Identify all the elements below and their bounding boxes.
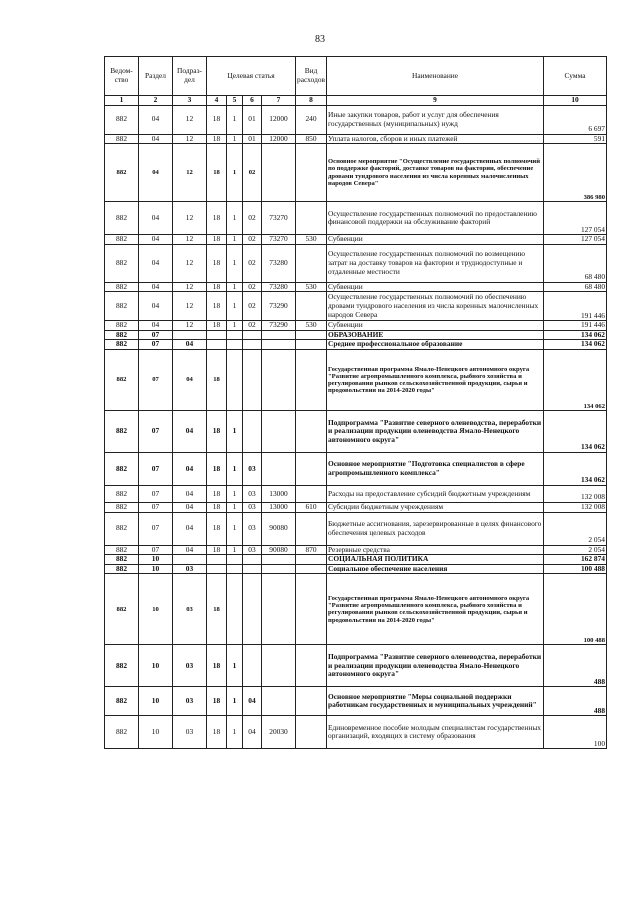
program-code-cell: 18 [207, 321, 227, 331]
column-number-cell: 6 [243, 96, 262, 106]
table-row [105, 321, 607, 331]
direction-code-cell [262, 330, 296, 340]
subprogram-code-cell: 1 [227, 687, 243, 716]
amount-cell: 100 488 [544, 574, 607, 645]
direction-code-cell: 13000 [262, 503, 296, 513]
item-name-cell: Субвенции [327, 321, 544, 331]
subprogram-code-cell: 1 [227, 105, 243, 134]
section-code-cell: 07 [139, 503, 173, 513]
direction-code-cell: 73290 [262, 321, 296, 331]
dept-code-cell: 882 [105, 645, 139, 687]
item-name-cell: Субвенции [327, 235, 544, 245]
subsection-code-cell: 12 [173, 292, 207, 321]
activity-code-cell: 02 [243, 202, 262, 235]
activity-code-cell: 02 [243, 244, 262, 282]
item-name-cell: Государственная программа Ямало-Ненецкого автономного округа "Развитие агропромышленного комплекса, рыбного хозяйства и регулирования рынков сельскохозяйственной продукции, сырья и продовольствия на 2014-2020 годы" [327, 350, 544, 411]
column-number-cell: 3 [173, 96, 207, 106]
section-code-cell: 07 [139, 486, 173, 503]
direction-code-cell [262, 564, 296, 574]
direction-code-cell [262, 687, 296, 716]
item-name-cell: Уплата налогов, сборов и иных платежей [327, 134, 544, 144]
dept-code-cell: 882 [105, 687, 139, 716]
program-code-cell [207, 330, 227, 340]
section-code-cell: 04 [139, 292, 173, 321]
column-number-cell: 8 [296, 96, 327, 106]
dept-code-cell: 882 [105, 340, 139, 350]
column-number-cell: 9 [327, 96, 544, 106]
item-name-cell: Государственная программа Ямало-Ненецкого автономного округа "Развитие агропромышленного комплекса, рыбного хозяйства и регулирования рынков сельскохозяйственной продукции, сырья и продовольствия на 2014-2020 годы" [327, 574, 544, 645]
activity-code-cell [243, 411, 262, 453]
program-code-cell: 18 [207, 202, 227, 235]
item-name-cell: Основное мероприятие "Осуществление государственных полномочий по поддержке факторий, доставке товаров на фактории, обеспечение дровами тундрового населения из числа коренных малочисленных народов Севера" [327, 144, 544, 202]
table-row [105, 282, 607, 292]
subsection-code-cell: 12 [173, 202, 207, 235]
activity-code-cell: 02 [243, 292, 262, 321]
subsection-code-cell: 12 [173, 235, 207, 245]
activity-code-cell: 02 [243, 144, 262, 202]
section-code-cell: 04 [139, 282, 173, 292]
activity-code-cell: 03 [243, 512, 262, 545]
table-row [105, 330, 607, 340]
subprogram-code-cell: 1 [227, 503, 243, 513]
amount-cell: 591 [544, 134, 607, 144]
subsection-code-cell: 04 [173, 486, 207, 503]
section-code-cell: 10 [139, 687, 173, 716]
expense-type-code-cell: 240 [296, 105, 327, 134]
section-code-cell: 04 [139, 235, 173, 245]
activity-code-cell [243, 564, 262, 574]
section-code-cell: 07 [139, 411, 173, 453]
expense-type-code-cell [296, 202, 327, 235]
dept-code-cell: 882 [105, 330, 139, 340]
direction-code-cell: 73270 [262, 235, 296, 245]
table-row [105, 134, 607, 144]
direction-code-cell [262, 411, 296, 453]
dept-code-cell: 882 [105, 411, 139, 453]
subsection-code-cell: 12 [173, 282, 207, 292]
subsection-code-cell: 04 [173, 503, 207, 513]
expense-type-code-cell [296, 555, 327, 565]
item-name-cell: Единовременное пособие молодым специалистам государственных организаций, входящих в систему образования [327, 716, 544, 749]
subprogram-code-cell: 1 [227, 144, 243, 202]
subsection-code-cell: 12 [173, 134, 207, 144]
subprogram-code-cell: 1 [227, 134, 243, 144]
table-row [105, 453, 607, 486]
direction-code-cell [262, 350, 296, 411]
table-row [105, 105, 607, 134]
dept-code-cell: 882 [105, 105, 139, 134]
program-code-cell: 18 [207, 282, 227, 292]
col-header-name: Наименование [327, 57, 544, 96]
section-code-cell: 04 [139, 105, 173, 134]
expense-type-code-cell: 530 [296, 235, 327, 245]
subprogram-code-cell [227, 340, 243, 350]
program-code-cell: 18 [207, 144, 227, 202]
dept-code-cell: 882 [105, 503, 139, 513]
activity-code-cell: 04 [243, 687, 262, 716]
col-header-expense: Вид расходов [296, 57, 327, 96]
item-name-cell: Основное мероприятие "Подготовка специалистов в сфере агропромышленного комплекса" [327, 453, 544, 486]
subprogram-code-cell: 1 [227, 244, 243, 282]
section-code-cell: 10 [139, 564, 173, 574]
direction-code-cell [262, 340, 296, 350]
item-name-cell: ОБРАЗОВАНИЕ [327, 330, 544, 340]
table-body [105, 105, 607, 749]
subsection-code-cell: 04 [173, 545, 207, 555]
expense-type-code-cell: 850 [296, 134, 327, 144]
expense-type-code-cell [296, 330, 327, 340]
direction-code-cell: 73280 [262, 244, 296, 282]
table-row [105, 244, 607, 282]
column-number-cell: 7 [262, 96, 296, 106]
col-header-target: Целевая статья [207, 57, 296, 96]
budget-table [104, 56, 607, 749]
subsection-code-cell: 03 [173, 645, 207, 687]
subsection-code-cell: 12 [173, 321, 207, 331]
subsection-code-cell: 03 [173, 564, 207, 574]
activity-code-cell [243, 340, 262, 350]
expense-type-code-cell [296, 486, 327, 503]
program-code-cell: 18 [207, 244, 227, 282]
subprogram-code-cell: 1 [227, 292, 243, 321]
section-code-cell: 07 [139, 512, 173, 545]
activity-code-cell: 02 [243, 235, 262, 245]
dept-code-cell: 882 [105, 321, 139, 331]
page-number: 83 [315, 34, 325, 45]
table-row [105, 545, 607, 555]
subsection-code-cell: 03 [173, 687, 207, 716]
subprogram-code-cell: 1 [227, 202, 243, 235]
program-code-cell: 18 [207, 235, 227, 245]
amount-cell: 132 008 [544, 503, 607, 513]
section-code-cell: 07 [139, 340, 173, 350]
amount-cell: 127 054 [544, 202, 607, 235]
direction-code-cell: 90080 [262, 512, 296, 545]
section-code-cell: 10 [139, 555, 173, 565]
subsection-code-cell: 04 [173, 411, 207, 453]
expense-type-code-cell [296, 411, 327, 453]
amount-cell: 2 054 [544, 545, 607, 555]
activity-code-cell [243, 645, 262, 687]
dept-code-cell: 882 [105, 292, 139, 321]
table-row [105, 340, 607, 350]
subsection-code-cell: 12 [173, 105, 207, 134]
table-row [105, 716, 607, 749]
direction-code-cell: 73280 [262, 282, 296, 292]
table-row [105, 144, 607, 202]
amount-cell: 100 488 [544, 564, 607, 574]
expense-type-code-cell [296, 244, 327, 282]
expense-type-code-cell: 610 [296, 503, 327, 513]
program-code-cell: 18 [207, 645, 227, 687]
expense-type-code-cell: 530 [296, 321, 327, 331]
dept-code-cell: 882 [105, 564, 139, 574]
section-code-cell: 04 [139, 321, 173, 331]
dept-code-cell: 882 [105, 134, 139, 144]
column-number-cell: 10 [544, 96, 607, 106]
direction-code-cell: 20030 [262, 716, 296, 749]
subprogram-code-cell: 1 [227, 321, 243, 331]
program-code-cell: 18 [207, 350, 227, 411]
subprogram-code-cell: 1 [227, 716, 243, 749]
table-row [105, 574, 607, 645]
table-row [105, 411, 607, 453]
item-name-cell: Осуществление государственных полномочий по предоставлению финансовой поддержки на обслуживание факторий [327, 202, 544, 235]
table-row [105, 292, 607, 321]
section-code-cell: 04 [139, 144, 173, 202]
amount-cell: 100 [544, 716, 607, 749]
section-code-cell: 07 [139, 453, 173, 486]
subprogram-code-cell: 1 [227, 453, 243, 486]
direction-code-cell [262, 555, 296, 565]
program-code-cell: 18 [207, 105, 227, 134]
amount-cell: 134 062 [544, 340, 607, 350]
amount-cell: 488 [544, 645, 607, 687]
activity-code-cell: 01 [243, 134, 262, 144]
section-code-cell: 10 [139, 645, 173, 687]
item-name-cell: Расходы на предоставление субсидий бюджетным учреждениям [327, 486, 544, 503]
activity-code-cell [243, 330, 262, 340]
amount-cell: 191 446 [544, 321, 607, 331]
program-code-cell: 18 [207, 292, 227, 321]
dept-code-cell: 882 [105, 350, 139, 411]
subsection-code-cell: 04 [173, 512, 207, 545]
direction-code-cell [262, 574, 296, 645]
amount-cell: 68 480 [544, 282, 607, 292]
dept-code-cell: 882 [105, 574, 139, 645]
column-number-cell: 2 [139, 96, 173, 106]
amount-cell: 68 480 [544, 244, 607, 282]
expense-type-code-cell [296, 350, 327, 411]
expense-type-code-cell [296, 340, 327, 350]
section-code-cell: 10 [139, 716, 173, 749]
direction-code-cell: 73270 [262, 202, 296, 235]
section-code-cell: 04 [139, 202, 173, 235]
amount-cell: 132 008 [544, 486, 607, 503]
expense-type-code-cell: 530 [296, 282, 327, 292]
subprogram-code-cell: 1 [227, 645, 243, 687]
column-number-cell: 5 [227, 96, 243, 106]
table-row [105, 564, 607, 574]
program-code-cell: 18 [207, 453, 227, 486]
item-name-cell: Основное мероприятие "Меры социальной поддержки работникам государственных и муниципальных учреждений" [327, 687, 544, 716]
table-row [105, 512, 607, 545]
direction-code-cell: 12000 [262, 134, 296, 144]
column-number-cell: 1 [105, 96, 139, 106]
item-name-cell: Подпрограмма "Развитие северного оленеводства, переработки и реализации продукции оленеводства Ямало-Ненецкого автономного округа" [327, 645, 544, 687]
col-header-dept: Ведом-ство [105, 57, 139, 96]
direction-code-cell [262, 453, 296, 486]
subsection-code-cell: 04 [173, 340, 207, 350]
amount-cell: 134 062 [544, 411, 607, 453]
budget-table-container [104, 56, 606, 749]
subprogram-code-cell: 1 [227, 545, 243, 555]
table-row [105, 486, 607, 503]
table-row [105, 202, 607, 235]
dept-code-cell: 882 [105, 545, 139, 555]
activity-code-cell: 03 [243, 486, 262, 503]
dept-code-cell: 882 [105, 282, 139, 292]
expense-type-code-cell [296, 687, 327, 716]
table-row [105, 350, 607, 411]
program-code-cell: 18 [207, 545, 227, 555]
section-code-cell: 04 [139, 244, 173, 282]
subprogram-code-cell: 1 [227, 512, 243, 545]
section-code-cell: 07 [139, 545, 173, 555]
section-code-cell: 07 [139, 350, 173, 411]
subprogram-code-cell [227, 350, 243, 411]
activity-code-cell: 03 [243, 545, 262, 555]
direction-code-cell [262, 645, 296, 687]
amount-cell: 134 062 [544, 350, 607, 411]
subsection-code-cell: 04 [173, 453, 207, 486]
item-name-cell: Резервные средства [327, 545, 544, 555]
dept-code-cell: 882 [105, 555, 139, 565]
table-row [105, 555, 607, 565]
program-code-cell: 18 [207, 411, 227, 453]
activity-code-cell: 04 [243, 716, 262, 749]
amount-cell: 127 054 [544, 235, 607, 245]
subprogram-code-cell [227, 555, 243, 565]
direction-code-cell [262, 144, 296, 202]
direction-code-cell: 90080 [262, 545, 296, 555]
activity-code-cell: 01 [243, 105, 262, 134]
activity-code-cell [243, 574, 262, 645]
direction-code-cell: 12000 [262, 105, 296, 134]
expense-type-code-cell [296, 144, 327, 202]
item-name-cell: СОЦИАЛЬНАЯ ПОЛИТИКА [327, 555, 544, 565]
table-row [105, 235, 607, 245]
expense-type-code-cell [296, 512, 327, 545]
dept-code-cell: 882 [105, 235, 139, 245]
column-number-cell: 4 [207, 96, 227, 106]
program-code-cell: 18 [207, 134, 227, 144]
item-name-cell: Подпрограмма "Развитие северного оленеводства, переработки и реализации продукции оленеводства Ямало-Ненецкого автономного округа" [327, 411, 544, 453]
col-header-subsection: Подраз-дел [173, 57, 207, 96]
expense-type-code-cell [296, 292, 327, 321]
program-code-cell: 18 [207, 716, 227, 749]
item-name-cell: Среднее профессиональное образование [327, 340, 544, 350]
expense-type-code-cell [296, 574, 327, 645]
item-name-cell: Осуществление государственных полномочий по возмещению затрат на доставку товаров на фактории и труднодоступные и отдаленные местности [327, 244, 544, 282]
expense-type-code-cell [296, 564, 327, 574]
subsection-code-cell [173, 330, 207, 340]
col-header-section: Раздел [139, 57, 173, 96]
amount-cell: 386 980 [544, 144, 607, 202]
subsection-code-cell: 12 [173, 244, 207, 282]
subprogram-code-cell [227, 330, 243, 340]
dept-code-cell: 882 [105, 244, 139, 282]
section-code-cell: 10 [139, 574, 173, 645]
subprogram-code-cell: 1 [227, 411, 243, 453]
dept-code-cell: 882 [105, 486, 139, 503]
direction-code-cell: 73290 [262, 292, 296, 321]
activity-code-cell [243, 350, 262, 411]
subprogram-code-cell: 1 [227, 282, 243, 292]
item-name-cell: Бюджетные ассигнования, зарезервированные в целях финансового обеспечения целевых расходов [327, 512, 544, 545]
direction-code-cell: 13000 [262, 486, 296, 503]
item-name-cell: Осуществление государственных полномочий по обеспечению дровами тундрового населения из числа коренных малочисленных народов Севера [327, 292, 544, 321]
item-name-cell: Субвенции [327, 282, 544, 292]
program-code-cell: 18 [207, 687, 227, 716]
item-name-cell: Социальное обеспечение населения [327, 564, 544, 574]
subprogram-code-cell [227, 574, 243, 645]
activity-code-cell: 02 [243, 321, 262, 331]
amount-cell: 488 [544, 687, 607, 716]
program-code-cell [207, 564, 227, 574]
program-code-cell [207, 340, 227, 350]
amount-cell: 6 697 [544, 105, 607, 134]
dept-code-cell: 882 [105, 144, 139, 202]
dept-code-cell: 882 [105, 512, 139, 545]
table-row [105, 645, 607, 687]
subsection-code-cell: 04 [173, 350, 207, 411]
program-code-cell: 18 [207, 574, 227, 645]
expense-type-code-cell [296, 645, 327, 687]
item-name-cell: Субсидии бюджетным учреждениям [327, 503, 544, 513]
subprogram-code-cell: 1 [227, 235, 243, 245]
header-row [105, 57, 607, 96]
activity-code-cell: 03 [243, 503, 262, 513]
activity-code-cell: 03 [243, 453, 262, 486]
subsection-code-cell: 03 [173, 716, 207, 749]
section-code-cell: 07 [139, 330, 173, 340]
dept-code-cell: 882 [105, 453, 139, 486]
dept-code-cell: 882 [105, 716, 139, 749]
amount-cell: 134 062 [544, 453, 607, 486]
expense-type-code-cell [296, 453, 327, 486]
amount-cell: 162 874 [544, 555, 607, 565]
subprogram-code-cell [227, 564, 243, 574]
expense-type-code-cell [296, 716, 327, 749]
program-code-cell: 18 [207, 512, 227, 545]
subsection-code-cell: 03 [173, 574, 207, 645]
expense-type-code-cell: 870 [296, 545, 327, 555]
amount-cell: 134 062 [544, 330, 607, 340]
activity-code-cell [243, 555, 262, 565]
subprogram-code-cell: 1 [227, 486, 243, 503]
item-name-cell: Иные закупки товаров, работ и услуг для обеспечения государственных (муниципальных) нужд [327, 105, 544, 134]
program-code-cell: 18 [207, 503, 227, 513]
table-row [105, 503, 607, 513]
program-code-cell [207, 555, 227, 565]
col-header-sum: Сумма [544, 57, 607, 96]
subsection-code-cell [173, 555, 207, 565]
table-row [105, 687, 607, 716]
dept-code-cell: 882 [105, 202, 139, 235]
section-code-cell: 04 [139, 134, 173, 144]
subsection-code-cell: 12 [173, 144, 207, 202]
program-code-cell: 18 [207, 486, 227, 503]
amount-cell: 191 446 [544, 292, 607, 321]
activity-code-cell: 02 [243, 282, 262, 292]
column-number-row [105, 96, 607, 106]
amount-cell: 2 054 [544, 512, 607, 545]
